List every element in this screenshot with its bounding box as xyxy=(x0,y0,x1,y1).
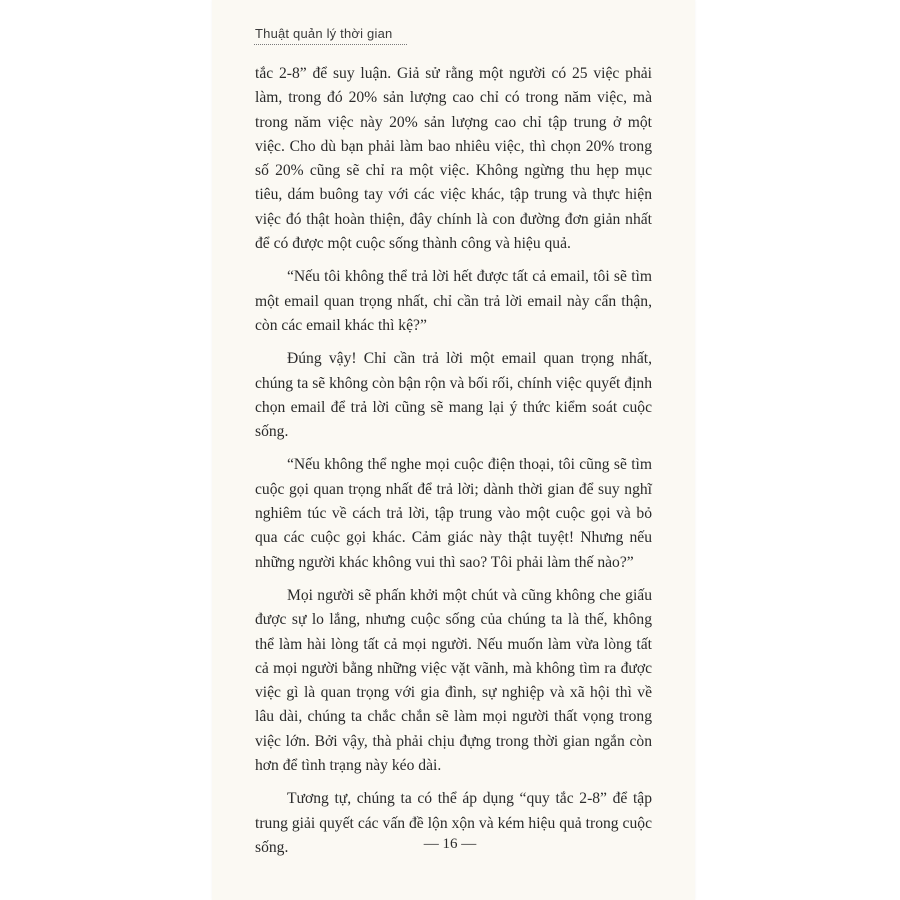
paragraph-phone-answer: Mọi người sẽ phấn khởi một chút và cũng không che giấu được sự lo lắng, nhưng cuộc sống của chúng ta là thế, không thể làm hài lòng tất cả mọi người. Nếu muốn làm vừa lòng tất cả mọi người bằng những việc vặt vãnh, mà không tìm ra được việc gì là quan trọng với gia đình, sự nghiệp và xã hội thì về lâu dài, chúng ta chắc chắn sẽ làm mọi người thất vọng trong việc lớn. Bởi vậy, thà phải chịu đựng trong thời gian ngắn còn hơn để tình trạng này kéo dài. xyxy=(255,586,652,775)
paragraph-phone-question: “Nếu không thể nghe mọi cuộc điện thoại, tôi cũng sẽ tìm cuộc gọi quan trọng nhất để trả lời; dành thời gian để suy nghĩ nghiêm túc về cách trả lời, tập trung vào một cuộc gọi và bỏ qua các cuộc gọi khác. Cảm giác này thật tuyệt! Nhưng nếu những người khác không vui thì sao? Tôi phải làm thế nào?” xyxy=(255,456,652,571)
running-head-title: Thuật quản lý thời gian xyxy=(255,26,393,41)
paragraph-conclusion: Tương tự, chúng ta có thể áp dụng “quy tắc 2-8” để tập trung giải quyết các vấn đề lộn xộn và kém hiệu quả trong cuộc sống. xyxy=(255,790,652,856)
paragraph-continuation: tắc 2-8” để suy luận. Giả sử rằng một người có 25 việc phải làm, trong đó 20% sản lượng cao chỉ có trong năm việc, mà trong năm việc này 20% sản lượng cao chỉ tập trung ở một việc. Cho dù bạn phải làm bao nhiêu việc, thì chọn 20% trong số 20% cũng sẽ chỉ ra một việc. Không ngừng thu hẹp mục tiêu, dám buông tay với các việc khác, tập trung và thực hiện việc đó thật hoàn thiện, đây chính là con đường đơn giản nhất để có được một cuộc sống thành công và hiệu quả. xyxy=(255,65,652,253)
header-dotted-rule xyxy=(254,44,407,45)
body-text xyxy=(255,62,652,869)
paragraph-email-answer: Đúng vậy! Chỉ cần trả lời một email quan trọng nhất, chúng ta sẽ không còn bận rộn và bối rối, chính việc quyết định chọn email để trả lời cũng sẽ mang lại ý thức kiểm soát cuộc sống. xyxy=(255,350,652,441)
paragraph-email-question: “Nếu tôi không thể trả lời hết được tất cả email, tôi sẽ tìm một email quan trọng nhất, chỉ cần trả lời email này cẩn thận, còn các email khác thì kệ?” xyxy=(255,268,652,334)
page-number: — 16 — xyxy=(423,836,477,852)
